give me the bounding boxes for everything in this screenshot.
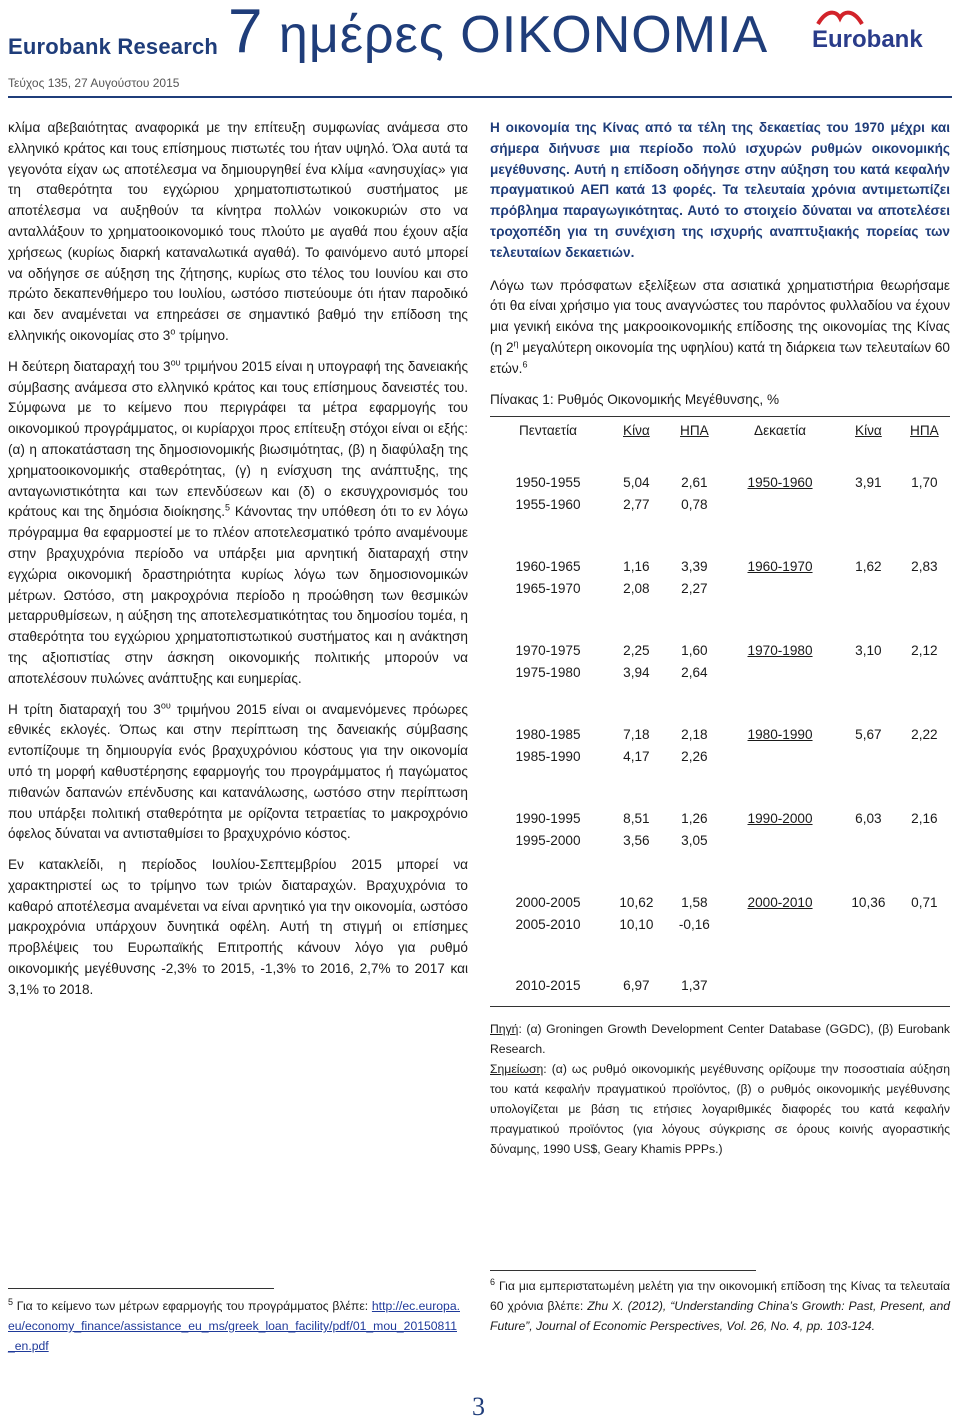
table-cell: 6,03 [855,810,882,826]
table-cell: 5,67 [855,726,882,742]
title-number: 7 [228,0,264,66]
paragraph: Εν κατακλείδι, η περίοδος Ιουλίου-Σεπτεμβρίου 2015 μπορεί να χαρακτηριστεί ως το τρίμηνο των τριών διαταραχών. Βραχυχρόνια το καθαρό αποτέλεσμα αναμένεται να είναι αρνητικό για την οικονομία, ωστόσο μακροχρόνια υπάρχουν δυνητικά οφέλη. Αυτή τη στιγμή οι επίσημες προβλέψεις του Ευρωπαϊκής Επιτροπής κάνουν λόγο για ρυθμό οικονομικής μεγέθυνσης -2,3% το 2015, -1,3% το 2016, 2,7% το 2017 και 3,1% το 2018. [8,857,468,997]
table-cell: 2,08 [623,580,650,596]
table-cell: 1970-1980 [747,642,813,658]
table-row [490,640,950,662]
table-cell: 10,36 [851,894,886,910]
left-column [8,118,468,1011]
table-cell: 2,77 [623,496,650,512]
paragraph: Λόγω των πρόσφατων εξελίξεων στα ασιατικά χρηματιστήρια θεωρήσαμε ότι θα είναι χρήσιμο για τους αναγνώστες του παρόντος φυλλαδίου να έχουν μια γενική εικόνα της μακροοικονομικής επίδοσης της οικονομίας της Κίνας (η $2^\eta$ μεγαλύτερη οικονομία της υφηλίου) κατά τη διάρκεια των τελευταίων 60 ετών.$^6$ [490,277,950,376]
table-cell: 2,16 [911,810,938,826]
table-row [490,914,950,936]
table-cell: 1950-1955 [515,474,581,490]
table-cell: 3,94 [623,664,650,680]
table-row [490,494,950,516]
table-cell: 2,83 [911,558,938,574]
lead-summary: Η οικονομία της Κίνας από τα τέλη της δεκαετίας του 1970 μέχρι και σήμερα διήνυσε μια περίοδο πολύ ισχυρών ρυθμών οικονομικής μεγέθυνσης. Αυτή η επίδοση οδήγησε στην αύξηση του κατά κεφαλήν πραγματικού ΑΕΠ κατά 13 φορές. Τα τελευταία χρόνια αντιμετωπίζει πρόβλημα παραγωγικότητας. Αυτό το στοιχείο δύναται να αποτελέσει τροχοπέδη για τη συνέχιση της ισχυρής αναπτυξιακής πορείας των τελευταίων δεκαετιών. [490,120,950,260]
table-row [490,892,950,914]
table-cell: 1,62 [855,558,882,574]
table-cell [722,976,838,1007]
table-row [490,662,950,684]
eurobank-logo [812,4,952,58]
table-cell: 3,05 [681,832,708,848]
table-cell: -0,16 [678,916,710,932]
table-cell: 2,61 [681,474,708,490]
table-cell: 2,12 [911,642,938,658]
table-cell [722,494,838,516]
table-cell [838,494,899,516]
table-cell: 1,58 [681,894,708,910]
table-cell: 1965-1970 [515,580,581,596]
table-cell: 1980-1990 [747,726,813,742]
table-header-row [490,417,950,472]
column-header: ΗΠΑ [667,417,722,472]
footnote-reference: Zhu X. (2012), “Understanding China’s Growth: Past, Present, and Future”, Journal of Economic Perspectives, Vol. 26, No. 4, pp. 103-124. [490,1299,950,1333]
table-cell [899,494,950,516]
table-cell [838,830,899,852]
table-cell: 6,97 [606,976,667,1007]
page-number: 3 [472,1392,485,1421]
table-cell: 4,17 [623,748,650,764]
table-row [490,724,950,746]
table-cell [838,914,899,936]
header-divider [8,96,952,98]
logo-mark-icon [816,8,864,28]
table-cell: 8,51 [623,810,650,826]
table-cell: 2,64 [681,664,708,680]
table-cell: 3,10 [855,642,882,658]
table-cell: 0,78 [681,496,708,512]
table-cell: 3,91 [855,474,882,490]
table-notes [490,1019,950,1159]
paragraph: Η δεύτερη διαταραχή του $3^{o\upsilon}$ τριμήνου 2015 είναι η υπογραφή της δανειακής σύμβασης ανάμεσα στο ελληνικό κράτος και τους επίσημους δανειστές του. Σύμφωνα με το κείμενο που περιγράφει τα μέτρα εφαρμογής του οικονομικού προγράμματος, οι κυρίαρχοι προς επίτευξη στόχοι είναι οι εξής: (α) η αποκατάσταση της δημοσιονομικής βιωσιμότητας, (β) η διαφύλαξη της χρηματοοικονομικής σταθερότητας, (γ) η ενίσχυση της ανάπτυξης, της ανταγωνιστικότητα και των επενδύσεων και (δ) ο εκσυγχρονισμός του κράτους και της δημόσια διοίκησης.$^5$ Κάνοντας την υπόθεση ότι το εν λόγω πρόγραμμα θα εφαρμοστεί με το πλέον αποτελεσματικό τρόπο αναμένουμε στην βραχυχρόνια περίοδο να υπάρξει μια αρνητική διαταραχή στην εγχώρια οικονομική δραστηριότητα κυρίως λόγω των δημοσιονομικών μέτρων. Ωστόσο, στη μακροχρόνια περίοδο η προώθηση των θεσμικών μεταρρυθμίσεων, η αύξηση της αποτελεσματικότητας του δημοσίου τομέα, η σταθερότητα του εγχώριου χρηματοπιστωτικού συστήματος και η ανάκτηση της αξιοπιστίας στην άσκηση οικονομικής πολιτικής μπορούν να αποτελέσουν πυλώνες ανάπτυξης και ευημερίας. [8,357,468,686]
table-spacer [490,852,950,892]
table-cell: 2,18 [681,726,708,742]
table-cell [899,976,950,1007]
table-cell: 1,37 [667,976,722,1007]
spacer-cell [490,600,950,640]
logo-text: Eurobank [812,26,923,53]
spacer-cell [490,516,950,556]
table-spacer [490,936,950,976]
growth-table [490,416,950,1007]
right-column [490,118,950,1159]
footnote-5: $^5$ Για το κείμενο των μέτρων εφαρμογής του προγράμματος βλέπε: http://ec.europa.eu/economy_finance/assistance_eu_ms/greek_loan_facility/pdf/01_mou_20150811_en.pdf [8,1296,460,1353]
table-body [490,472,950,1007]
table-cell: 0,71 [911,894,938,910]
table-spacer [490,768,950,808]
table-row [490,746,950,768]
table-cell: 1,26 [681,810,708,826]
footnote-ref[interactable]: 5 [225,502,231,513]
table-cell [899,830,950,852]
footnote-link[interactable]: http://ec.europa.eu/economy_finance/assistance_eu_ms/greek_loan_facility/pdf/01_mou_20150811_en.pdf [8,1299,460,1353]
table-cell: 2000-2010 [747,894,813,910]
table-cell: 2,27 [681,580,708,596]
table-cell: 1,60 [681,642,708,658]
paragraph: Η τρίτη διαταραχή του $3^{o\upsilon}$ τριμήνου 2015 είναι οι αναμενόμενες πρόωρες εθνικές εκλογές. Όπως και στην περίπτωση της δανειακής σύμβασης εντοπίζουμε τη δημιουργία ενός βραχυχρόνιου κόστους για την οικονομία υπό τη μορφή καθυστέρησης εφαρμογής του προγράμματος ή παγώματος πιθανών δαπανών επένδυσης και κατανάλωσης, ωστόσο στην περίπτωση που υπάρξει πολιτική σταθερότητα με ορίζοντα τετραετίας το μακροχρόνιο όφελος δύναται να αντισταθμίσει το βραχυχρόνιο κόστος. [8,699,468,842]
table-cell [722,830,838,852]
table-cell: 2010-2015 [490,976,606,1007]
table-note: Σημείωση: (α) ως ρυθμό οικονομικής μεγέθυνσης ορίζουμε την ποσοστιαία αύξηση του κατά κεφαλήν πραγματικού προϊόντος, (β) ο ρυθμός οικονομικής μεγέθυνσης υπολογίζεται με βάση τις ετήσιες λογαριθμικές διαφορές του κατά κεφαλήν πραγματικού προϊόντος (για λόγους σύγκρισης σε όρους κοινής αγοραστικής δύναμης, 1990 US$, Geary Khamis PPPs.) [490,1062,950,1157]
table-row [490,556,950,578]
table-cell [838,662,899,684]
table-cell: 1960-1965 [515,558,581,574]
table-row [490,830,950,852]
table-cell: 2000-2005 [515,894,581,910]
table-title: Πίνακας 1: Ρυθμός Οικονομικής Μεγέθυνσης, % [490,391,780,407]
table-cell: 3,56 [623,832,650,848]
spacer-cell [490,768,950,808]
footnote-6: $^6$ Για μια εμπεριστατωμένη μελέτη για την οικονομική επίδοση της Κίνας τα τελευταία 60 χρόνια βλέπε: Zhu X. (2012), “Understanding China’s Growth: Past, Present, and Future”, Journal of Economic Perspectives, Vol. 26, No. 4, pp. 103-124. [490,1276,950,1333]
footnote-divider [8,1288,274,1289]
table-spacer [490,516,950,556]
spacer-cell [490,936,950,976]
table-row [490,472,950,494]
column-header: Πενταετία [490,417,606,472]
table-source: Πηγή: (α) Groningen Growth Development Center Database (GGDC), (β) Eurobank Research. [490,1022,950,1057]
table-cell [899,746,950,768]
table-row [490,976,950,1007]
table-cell [899,578,950,600]
table-cell: 1970-1975 [515,642,581,658]
table-row [490,808,950,830]
column-header: ΗΠΑ [899,417,950,472]
table-cell [722,746,838,768]
spacer-cell [490,684,950,724]
table-spacer [490,600,950,640]
table-cell [722,578,838,600]
brand-name: Eurobank Research [8,34,219,59]
table-cell: 1,70 [911,474,938,490]
table-cell: 2,22 [911,726,938,742]
spacer-cell [490,852,950,892]
table-cell: 5,04 [623,474,650,490]
table-spacer [490,684,950,724]
table-cell: 1985-1990 [515,748,581,764]
table-cell: 3,39 [681,558,708,574]
table-cell [838,578,899,600]
table-cell: 1955-1960 [515,496,581,512]
table-cell: 1,16 [623,558,650,574]
table-cell [722,914,838,936]
table-cell: 1990-2000 [747,810,813,826]
table-cell [899,662,950,684]
title-text: ημέρες ΟΙΚΟΝΟΜΙΑ [263,6,769,64]
table-cell: 2005-2010 [515,916,581,932]
table-cell: 1950-1960 [747,474,813,490]
column-header: Κίνα [606,417,667,472]
table-cell: 1995-2000 [515,832,581,848]
table-cell: 10,10 [619,916,654,932]
issue-date: Τεύχος 135, 27 Αυγούστου 2015 [8,76,180,90]
column-header: Κίνα [838,417,899,472]
table-cell: 10,62 [619,894,654,910]
paragraph: κλίμα αβεβαιότητας αναφορικά με την επίτευξη συμφωνίας ανάμεσα στο ελληνικό κράτος και τους επίσημους πιστωτές του ήταν υψηλό. Όλα αυτά τα γεγονότα είχαν ως αποτέλεσμα να δημιουργηθεί ένα κλίμα «ανησυχίας» για τη σταθερότητα του εγχώριου χρηματοπιστωτικού συστήματος με αποτέλεσμα να αυξηθούν τα κίνητρα πολλών νοικοκυριών στο να ανταλλάξουν το χρηματοοικονομικό τους πλούτο με αγαθά που έχουν αξία χρήσεως (κυρίως διαρκή καταναλωτικά αγαθά). Το φαινόμενο αυτό μπορεί να οδήγησε σε αύξηση της ζήτησης, κυρίως στο τέλος του Ιουνίου και στο πρώτο δεκαπενθήμερο του Ιουλίου, ωστόσο πιστεύουμε ότι ήταν παροδικό και δεν αναμένεται να επηρεάσει σε σημαντικό βαθμό την επίδοση της ελληνικής οικονομίας στο $3^o$ τρίμηνο. [8,120,468,343]
table-cell: 1975-1980 [515,664,581,680]
footnote-ref[interactable]: 6 [522,359,528,370]
footnote-divider [490,1270,756,1271]
table-cell: 2,25 [623,642,650,658]
table-cell [838,976,899,1007]
table-cell: 1960-1970 [747,558,813,574]
table-row [490,578,950,600]
table-cell [838,746,899,768]
table-cell [899,914,950,936]
table-cell [722,662,838,684]
table-cell: 1990-1995 [515,810,581,826]
newsletter-title [228,2,768,65]
page-header [0,0,960,100]
table-cell: 1980-1985 [515,726,581,742]
table-cell: 7,18 [623,726,650,742]
table-cell: 2,26 [681,748,708,764]
column-header: Δεκαετία [722,417,838,472]
